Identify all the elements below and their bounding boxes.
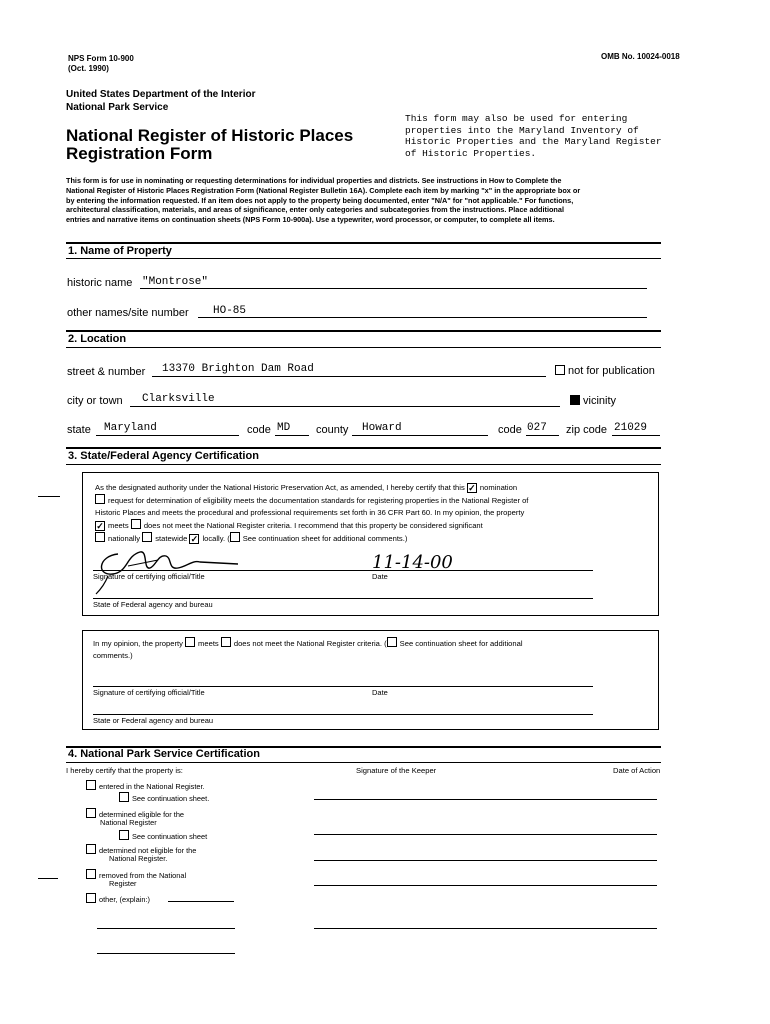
- nomination-checkbox-checked[interactable]: ✓: [468, 483, 476, 493]
- agency-label: State of Federal agency and bureau: [93, 600, 213, 609]
- form-date: (Oct. 1990): [68, 64, 109, 73]
- maryland-note: This form may also be used for entering properties into the Maryland Inventory of Historic Properties and the Maryland Register of Historic Properties.: [405, 113, 662, 159]
- continuation-checkbox[interactable]: [230, 532, 240, 542]
- does-not-meet-checkbox[interactable]: [131, 519, 141, 529]
- opinion-text: In my opinion, the property meets does not meet the National Register criteria. ( See continuation sheet for additional comments.): [93, 639, 523, 660]
- section1-heading: 1. Name of Property: [68, 245, 172, 257]
- omb-number: OMB No. 10024-0018: [601, 52, 680, 61]
- state-code-label: code: [247, 424, 271, 436]
- signature-label: Signature of certifying official/Title: [93, 572, 205, 581]
- certify-label: I hereby certify that the property is:: [66, 766, 183, 775]
- not-for-publication-checkbox[interactable]: [555, 365, 565, 375]
- historic-name-label: historic name: [67, 277, 133, 289]
- date-of-action-label: Date of Action: [613, 766, 661, 775]
- department: United States Department of the Interior: [66, 89, 256, 100]
- opinion-continuation-checkbox[interactable]: [387, 637, 397, 647]
- county-label: county: [316, 424, 349, 436]
- other-checkbox[interactable]: [86, 893, 96, 903]
- statewide-checkbox[interactable]: [142, 532, 152, 542]
- state-code-value[interactable]: MD: [277, 422, 291, 434]
- see-continuation-1-checkbox[interactable]: [119, 792, 129, 802]
- agency2-label: State or Federal agency and bureau: [93, 716, 214, 725]
- determined-not-eligible-checkbox[interactable]: [86, 844, 96, 854]
- form-title-line2: Registration Form: [66, 144, 213, 163]
- section3-heading: 3. State/Federal Agency Certification: [68, 450, 259, 462]
- historic-name-value[interactable]: "Montrose": [142, 276, 209, 288]
- service: National Park Service: [66, 102, 169, 113]
- signature2-label: Signature of certifying official/Title: [93, 688, 205, 697]
- other-names-value[interactable]: HO-85: [213, 305, 247, 317]
- street-value[interactable]: 13370 Brighton Dam Road: [162, 363, 314, 375]
- request-checkbox[interactable]: [95, 494, 105, 504]
- state-label: state: [67, 424, 91, 436]
- keeper-label: Signature of the Keeper: [356, 766, 437, 775]
- opinion-meets-checkbox[interactable]: [185, 637, 195, 647]
- date-label: Date: [372, 572, 388, 581]
- locally-checkbox-checked[interactable]: ✓: [190, 534, 199, 544]
- county-code-value[interactable]: 027: [527, 422, 547, 434]
- city-value[interactable]: Clarksville: [142, 393, 215, 405]
- entered-checkbox[interactable]: [86, 780, 96, 790]
- opinion-does-not-meet-checkbox[interactable]: [221, 637, 231, 647]
- form-number: NPS Form 10-900: [68, 54, 134, 63]
- county-value[interactable]: Howard: [362, 422, 402, 434]
- nationally-checkbox[interactable]: [95, 532, 105, 542]
- official-signature: [88, 546, 238, 596]
- form-title-line1: National Register of Historic Places: [66, 126, 354, 145]
- section2-heading: 2. Location: [68, 333, 127, 345]
- vicinity[interactable]: vicinity: [570, 395, 616, 408]
- determined-eligible-checkbox[interactable]: [86, 808, 96, 818]
- zip-label: zip code: [566, 424, 607, 436]
- certification-date-value: 11-14-00: [372, 552, 453, 573]
- street-label: street & number: [67, 366, 146, 378]
- certification-text: As the designated authority under the National Historic Preservation Act, as amended, I hereby certify that this ✓ nomination request for determination of eligibility meets the documentation standards for registering properties in the National Register of Historic Places and meets the procedural and professional requirements set forth in 36 CFR Part 60. In my opinion, the property ✓ meets does not meet the National Register criteria. I recommend that this property be considered significant nationally statewide ✓ locally. ( See continuation sheet for additional comments.): [95, 483, 529, 544]
- county-code-label: code: [498, 424, 522, 436]
- state-value[interactable]: Maryland: [104, 422, 157, 434]
- vicinity-checkbox-checked[interactable]: [570, 395, 580, 405]
- instructions-paragraph: This form is for use in nominating or requesting determinations for individual properties and districts. See instructions in How to Complete the National Register of Historic Places Registration Form (National Register Bulletin 16A). Complete each item by marking "x" in the appropriate box or by entering the information requested. If an item does not apply to the property being documented, enter "N/A" for "not applicable." For functions, architectural classification, materials, and areas of significance, enter only categories and subcategories from the instructions. Place additional entries and narrative items on continuation sheets (NPS Form 10-900a). Use a typewriter, word processor, or computer, to complete all items.: [66, 176, 581, 225]
- meets-checkbox-checked[interactable]: ✓: [96, 521, 104, 531]
- city-label: city or town: [67, 395, 123, 407]
- date2-label: Date: [372, 688, 388, 697]
- zip-value[interactable]: 21029: [614, 422, 648, 434]
- other-names-label: other names/site number: [67, 307, 189, 319]
- see-continuation-2-checkbox[interactable]: [119, 830, 129, 840]
- not-for-publication[interactable]: not for publication: [555, 365, 655, 378]
- section4-heading: 4. National Park Service Certification: [68, 748, 260, 760]
- removed-checkbox[interactable]: [86, 869, 96, 879]
